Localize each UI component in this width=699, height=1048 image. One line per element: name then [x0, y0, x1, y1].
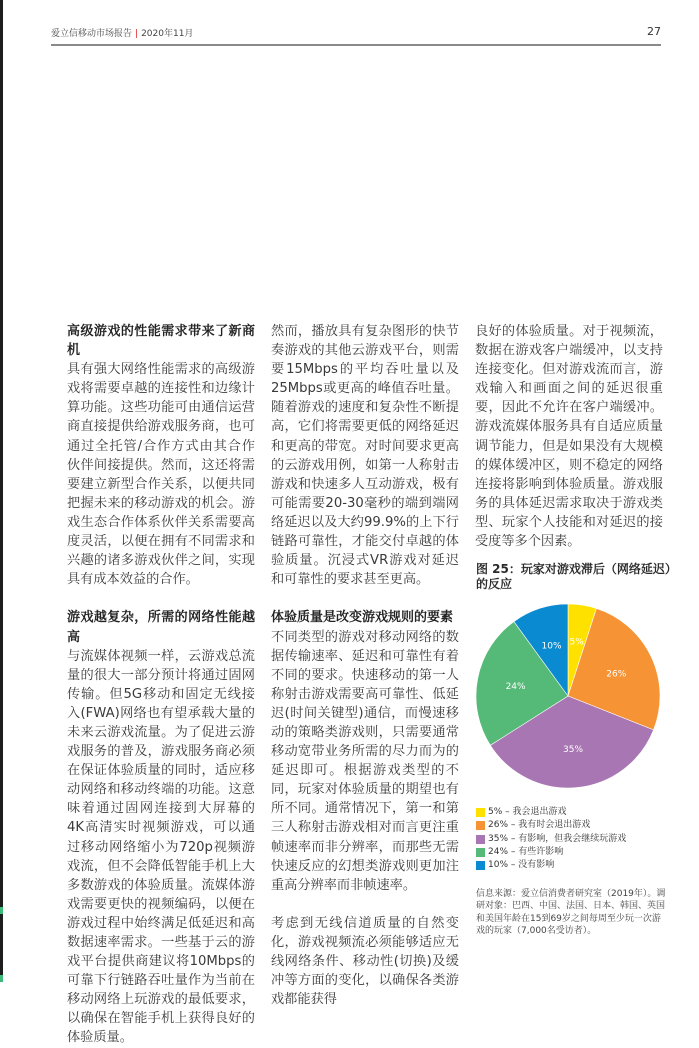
text-column-1: [67, 322, 255, 1048]
page-number: 27: [647, 25, 661, 38]
legend-item: [476, 846, 626, 859]
paragraph-gap: [271, 895, 459, 914]
body-paragraph: 考虑到无线信道质量的自然变化，游戏视频流必须能够适应无线网络条件、移动性(切换)及缓冲等方面的变化，以确保各类游戏都能获得: [271, 915, 459, 1008]
header-divider: [51, 44, 661, 46]
report-title: [51, 26, 193, 39]
legend-swatch: [476, 861, 485, 870]
legend-label: 26% – 我有时会退出游戏: [488, 820, 591, 831]
pie-slice-label: 26%: [606, 669, 627, 680]
text-column-2: [271, 322, 459, 1009]
legend-item: [476, 859, 626, 872]
section-heading: 高级游戏的性能需求带来了新商机: [67, 324, 255, 359]
page-edge-marker: [0, 975, 3, 982]
text-column-3: [475, 322, 663, 551]
pie-slice-label: 24%: [505, 682, 526, 693]
legend-label: 35% – 有影响，但我会继续玩游戏: [488, 833, 627, 844]
legend-item: [476, 806, 626, 819]
legend-item: [476, 833, 626, 846]
legend-swatch: [476, 808, 485, 817]
body-paragraph: 不同类型的游戏对移动网络的数据传输速率、延迟和可靠性有着不同的要求。快速移动的第一人称射击游戏需要高可靠性、低延迟(时间关键型)通信，而慢速移动的策略类游戏则，只需要通常移动宽带业务所需的尽力而为的延迟即可。根据游戏类型的不同，玩家对体验质量的期望也有所不同。通常情况下，第一和第三人称射击游戏相对而言更注重帧速率而非分辨率，而那些无需快速反应的幻想类游戏则更加注重高分辨率而非帧速率。: [271, 629, 459, 893]
legend-swatch: [476, 835, 485, 844]
page-edge-marker: [0, 907, 3, 914]
pie-chart: [470, 598, 670, 798]
body-paragraph: 然而，播放具有复杂图形的快节奏游戏的其他云游戏平台，则需要15Mbps的平均吞吐量以及25Mbps或更高的峰值吞吐量。随着游戏的速度和复杂性不断提高，它们将需要更低的网络延迟和更高的带宽。对时间要求更高的云游戏用例，如第一人称射击游戏和快速多人互动游戏，极有可能需要20-30毫秒的端到端网络延迟以及大约99.9%的上下行链路可靠性，才能交付卓越的体验质量。沉浸式VR游戏对延迟和可靠性的要求甚至更高。: [271, 324, 459, 588]
body-paragraph: 与流媒体视频一样，云游戏总流量的很大一部分预计将通过固网传输。但5G移动和固定无线接入(FWA)网络也有望承载大量的未来云游戏流量。为了促进云游戏服务的普及，游戏服务商必须在保证体验质量的同时，适应移动网络和移动终端的功能。这意味着通过固网连接到大屏幕的4K高清实时视频游戏，可以通过移动网络缩小为720p视频游戏流，但不会降低智能手机上大多数游戏的体验质量。流媒体游戏需要更快的视频编码，以便在游戏过程中始终满足低延迟和高数据速率需求。一些基于云的游戏平台提供商建议将10Mbps的可靠下行链路吞吐量作为当前在移动网络上玩游戏的最低要求，以确保在智能手机上获得良好的体验质量。: [67, 648, 255, 1046]
legend-item: [476, 819, 626, 832]
body-paragraph: 良好的体验质量。对于视频流，数据在游戏客户端缓冲，以支持连接变化。但对游戏流而言，游戏输入和画面之间的延迟很重要，因此不允许在客户端缓冲。游戏流媒体服务具有自适应质量调节能力，但是如果没有大规模的媒体缓冲区，则不稳定的网络连接将影响到体验质量。游戏服务的具体延迟需求取决于游戏类型、玩家个人技能和对延迟的接受度等多个因素。: [475, 324, 663, 550]
section-heading: 体验质量是改变游戏规则的要素: [271, 610, 454, 626]
page-header: [51, 26, 661, 46]
pie-slice-label: 10%: [541, 641, 562, 652]
legend-swatch: [476, 821, 485, 830]
pie-slice-label: 35%: [563, 745, 584, 756]
page-edge-strip: [0, 0, 3, 982]
body-paragraph: 具有强大网络性能需求的高级游戏将需要卓越的连接性和边缘计算功能。这些功能可由通信运营商直接提供给游戏服务商，也可通过全托管/合作方式由其合作伙伴间接提供。然而，这还将需要建立新型合作关系，以便共同把握未来的移动游戏的机会。游戏生态合作体系伙伴关系需要高度灵活，以便在拥有不同需求和兴趣的诸多游戏伙伴之间，实现具有成本效益的合作。: [67, 362, 255, 588]
chart-legend: [476, 806, 626, 872]
report-name: 爱立信移动市场报告: [51, 29, 133, 39]
legend-label: 24% – 有些许影响: [488, 846, 564, 857]
legend-label: 5% – 我会退出游戏: [488, 807, 567, 817]
report-date: 2020年11月: [141, 29, 194, 39]
legend-label: 10% – 没有影响: [488, 860, 555, 871]
paragraph-gap: [271, 589, 459, 608]
header-separator: |: [135, 29, 139, 39]
legend-swatch: [476, 848, 485, 857]
figure-source-note: 信息来源：爱立信消费者研究室（2019年）。调研对象：巴西、中国、法国、日本、韩国、英国和美国年龄在15到69岁之间每周至少玩一次游戏的玩家（7,000名受访者）。: [476, 889, 666, 936]
pie-slice-label: 5%: [569, 637, 584, 648]
section-heading: 游戏越复杂，所需的网络性能越高: [67, 610, 255, 645]
paragraph-gap: [67, 589, 255, 608]
figure-title: 图 25：玩家对游戏滞后（网络延迟）的反应: [476, 562, 671, 591]
